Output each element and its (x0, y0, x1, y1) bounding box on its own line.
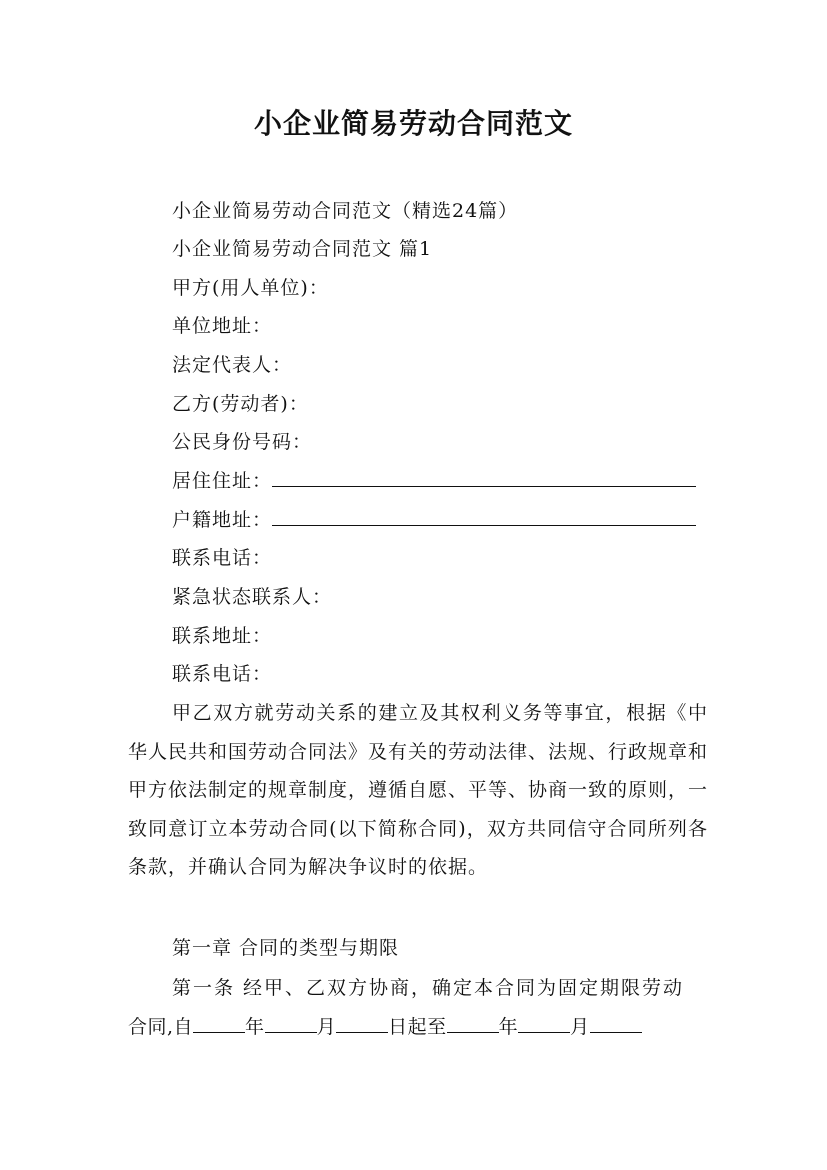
year-label-2: 年 (498, 1016, 519, 1038)
section-heading: 小企业简易劳动合同范文 篇1 (172, 238, 433, 260)
day-blank-2 (590, 1014, 642, 1033)
contact-phone-label: 联系电话： (172, 663, 273, 685)
month-label-2: 月 (570, 1016, 590, 1038)
date-prefix: 合同,自 (128, 1016, 194, 1038)
year-blank-1 (193, 1014, 245, 1033)
day-blank-1 (336, 1014, 388, 1033)
residence-address-blank (272, 468, 696, 487)
residence-address-label: 居住住址： (172, 470, 273, 492)
party-a-label: 甲方(用人单位)： (172, 277, 329, 299)
article-one: 第一条 经甲、乙双方协商，确定本合同为固定期限劳动 (172, 977, 685, 999)
household-address-blank (272, 507, 696, 526)
phone-label: 联系电话： (172, 547, 273, 569)
legal-rep-label: 法定代表人： (172, 354, 293, 376)
residence-address-row (172, 468, 696, 494)
household-address-row (172, 507, 696, 533)
id-number-label: 公民身份号码： (172, 431, 313, 453)
intro-paragraph: 甲乙双方就劳动关系的建立及其权利义务等事宜，根据《中华人民共和国劳动合同法》及有关的劳动法律、法规、行政规章和甲方依法制定的规章制度，遵循自愿、平等、协商一致的原则，一致同意订立本劳动合同(以下简称合同)，双方共同信守合同所列各条款，并确认合同为解决争议时的依据。 (128, 702, 709, 878)
document-title: 小企业简易劳动合同范文 (253, 107, 573, 140)
day-from-label: 日起至 (388, 1016, 447, 1038)
month-blank-1 (265, 1014, 317, 1033)
month-label-1: 月 (316, 1016, 337, 1038)
chapter-heading: 第一章 合同的类型与期限 (172, 937, 400, 959)
emergency-contact-label: 紧急状态联系人： (172, 586, 333, 608)
month-blank-2 (518, 1014, 570, 1033)
year-blank-2 (447, 1014, 499, 1033)
company-address-label: 单位地址： (172, 315, 273, 337)
contact-address-label: 联系地址： (172, 625, 273, 647)
year-label-1: 年 (245, 1016, 265, 1038)
subtitle-line: 小企业简易劳动合同范文（精选24篇） (172, 200, 519, 222)
contract-period-line (128, 1014, 642, 1040)
household-address-label: 户籍地址： (172, 509, 273, 531)
party-b-label: 乙方(劳动者)： (172, 393, 309, 415)
